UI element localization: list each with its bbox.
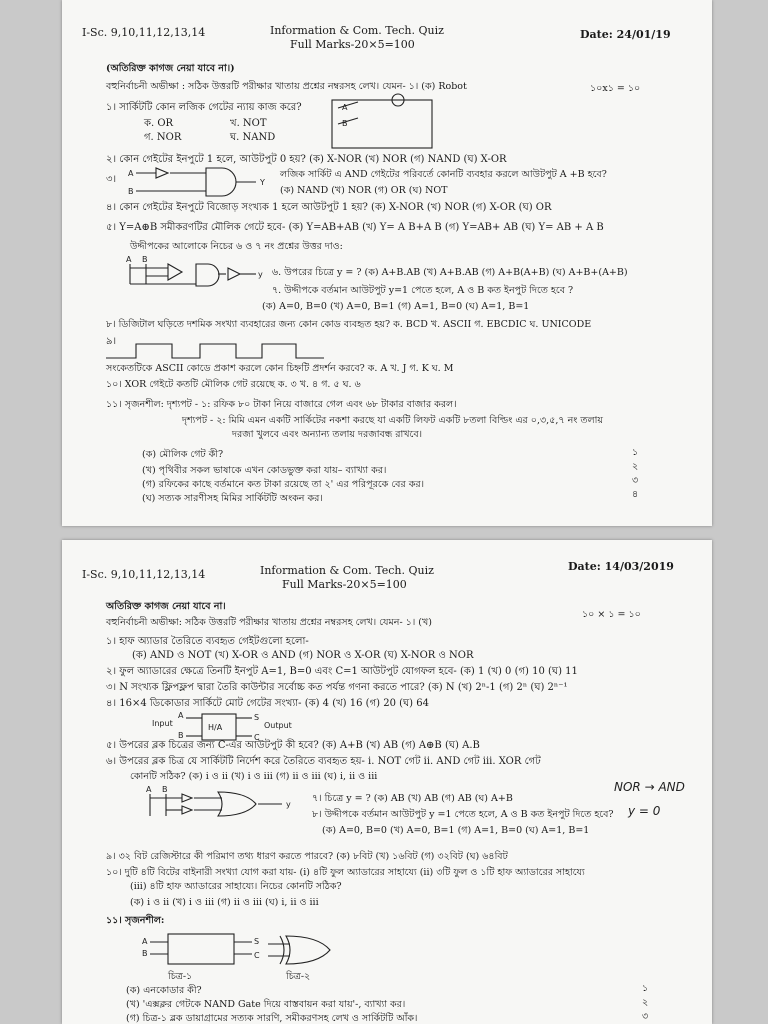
svg-text:A: A <box>178 711 184 720</box>
question-1: ১। সার্কিটটি কোন লজিক গেটের ন্যায় কাজ করে? <box>106 102 302 113</box>
svg-text:y: y <box>258 270 263 279</box>
question-9: সংকেতটিকে ASCII কোডে প্রকাশ করলে কোন চিহ্নটি প্রদর্শন করবে? ক. A খ. J গ. K ঘ. M <box>106 363 454 374</box>
sub-question-kha: (খ) পৃথিবীর সকল ভাষাকে এখন কোডভুক্ত করা যায়– ব্যাখ্যা কর। <box>142 465 387 476</box>
not-and-gate-diagram <box>126 166 306 200</box>
handwritten-note-y: y = 0 <box>628 804 661 818</box>
quiz-date: Date: 14/03/2019 <box>568 560 674 573</box>
question-9: ৯। ৩২ বিট রেজিস্টারে কী পরিমাণ তথ্য ধারণ করতে পারবে? (ক) ৮বিট (খ) ১৬বিট (গ) ৩২বিট (ঘ) ৬৪বিট <box>106 851 508 862</box>
question-7-options: (ক) A=0, B=0 (খ) A=0, B=1 (গ) A=1, B=0 (ঘ) A=1, B=1 <box>262 301 530 312</box>
question-2: ২। ফুল অ্যাডারের ক্ষেত্রে তিনটি ইনপুট A=1, B=0 এবং C=1 আউটপুট যোগফল হবে- (ক) 1 (খ) 0 (গ) 10 (ঘ) 11 <box>106 666 578 677</box>
mcq-instruction: বহুনির্বাচনী অভীক্ষা : সঠিক উত্তরটি পরীক্ষার খাতায় প্রশ্নের নম্বরসহ লেখ। যেমন- ১। (ক) Robot <box>106 81 467 92</box>
svg-text:C: C <box>254 733 260 742</box>
question-1: ১। হাফ অ্যাডার তৈরিতে ব্যবহৃত গেইটগুলো হলো- <box>106 636 309 647</box>
svg-text:B: B <box>142 949 148 958</box>
question-10: ১০। XOR গেইটে কতটি মৌলিক গেট রয়েছে ক. ৩ খ. ৪ গ. ৫ ঘ. ৬ <box>106 379 361 390</box>
mark-ga: ৩ <box>642 1011 649 1022</box>
question-10-cont: (iii) ৪টি হাফ অ্যাডারের সাহায্যে। নিচের কোনটি সঠিক? <box>130 881 342 892</box>
mcq-marks: ১০x১ = ১০ <box>590 83 641 94</box>
q1-option-a: ক. OR <box>144 118 174 129</box>
svg-text:S: S <box>254 713 260 722</box>
question-3-number: ৩। <box>106 174 117 185</box>
quiz-title: Information & Com. Tech. Quiz <box>270 24 444 37</box>
question-8: ৮। ডিজিটাল ঘড়িতে দশমিক সংখ্যা ব্যবহারের জন্য কোন কোড ব্যবহৃত হয়? ক. BCD খ. ASCII গ. EBCDIC ঘ. UNICODE <box>106 319 592 330</box>
ha-input-label: Input <box>152 719 173 728</box>
svg-text:C: C <box>254 951 260 960</box>
sub-question-kha: (খ) 'এক্সক্লর গেটকে NAND Gate দিয়ে বাস্তবায়ন করা যায়'-, ব্যাখ্যা কর। <box>126 999 406 1010</box>
svg-text:B: B <box>342 119 348 128</box>
svg-text:A: A <box>142 937 148 946</box>
full-marks: Full Marks-20×5=100 <box>282 578 407 591</box>
question-4: ৪। 16×4 ডিকোডার সার্কিটে মোট গেটের সংখ্যা- (ক) 4 (খ) 16 (গ) 20 (ঘ) 64 <box>106 698 429 709</box>
mark-ka: ১ <box>642 983 649 994</box>
question-5: ৫। Y=A⊕B সমীকরণটির মৌলিক গেটে হবে- (ক) Y=AB+AB (খ) Y= A B+A B (গ) Y=AB+ AB (ঘ) Y= AB + A B <box>106 222 604 233</box>
mark-ga: ৩ <box>632 475 639 486</box>
svg-text:A: A <box>146 785 152 794</box>
sub-question-ka: (ক) এনকোডার কী? <box>126 985 202 996</box>
ha-block-label: H/A <box>208 723 223 732</box>
question-11-scenario-2: দৃশ্যপট - ২: মিমি এমন একটি সার্কিটের নকশা করছে যা একটি লিফট একটি ৮তলা বিল্ডিং এর ০,৩,৫,৭ নং তলায় <box>182 415 603 426</box>
mcq-instruction: বহুনির্বাচনী অভীক্ষা: সঠিক উত্তরটি পরীক্ষার খাতায় প্রশ্নের নম্বরসহ লেখ। যেমন- ১। (খ) <box>106 617 432 628</box>
svg-text:y: y <box>286 800 291 809</box>
q1-option-b: খ. NOT <box>230 118 267 129</box>
question-11: ১১। সৃজনশীল: <box>106 915 165 926</box>
nor-gate-circuit-diagram <box>142 784 312 824</box>
question-8: ৮। উদ্দীপকে বর্তমান আউটপুট y =1 পেতে হলে, A ও B কত ইনপুট দিতে হবে? <box>312 809 614 820</box>
svg-text:S: S <box>254 937 260 946</box>
question-11: ১১। সৃজনশীল: দৃশ্যপট - ১: রফিক ৮০ টাকা নিয়ে বাজারে গেল এবং ৬৮ টাকার বাজার করল। <box>106 399 457 410</box>
question-4: ৪। কোন গেইটের ইনপুটে বিজোড় সংখ্যক 1 হলে আউটপুট 1 হয়? (ক) X-NOR (খ) NOR (গ) X-OR (ঘ) OR <box>106 202 552 213</box>
question-11-scenario-2-cont: দরজা খুলবে এবং অন্যান্য তলায় দরজাবন্ধ রাখবে। <box>232 429 423 440</box>
mark-ka: ১ <box>632 447 639 458</box>
sub-question-ga: (গ) চিত্র-১ ব্লক ডায়াগ্রামের সত্যক সারণি, সমীকরণসহ লেখ ও সার্কিটটি আঁক। <box>126 1013 418 1024</box>
class-line: I-Sc. 9,10,11,12,13,14 <box>82 568 206 581</box>
svg-text:A: A <box>126 255 132 264</box>
q1-option-c: গ. NOR <box>144 132 182 143</box>
question-8-options: (ক) A=0, B=0 (খ) A=0, B=1 (গ) A=1, B=0 (ঘ) A=1, B=1 <box>322 825 590 836</box>
question-6-options: কোনটি সঠিক? (ক) i ও ii (খ) i ও iii (গ) ii ও iii (ঘ) i, ii ও iii <box>130 771 378 782</box>
switch-circuit-diagram <box>328 96 438 152</box>
question-3-text: লজিক সার্কিট এ AND গেইটের পরিবর্তে কোনটি ব্যবহার করলে আউটপুট A +B হবে? <box>280 169 607 180</box>
question-7: ৭. উদ্দীপকে বর্তমান আউটপুট y=1 পেতে হলে, A ও B কত ইনপুট দিতে হবে ? <box>272 285 574 296</box>
svg-text:B: B <box>162 785 168 794</box>
question-6: ৬. উপরের চিত্রে y = ? (ক) A+B.AB (খ) A+B.AB (গ) A+B(A+B) (ঘ) A+B+(A+B) <box>272 267 628 278</box>
ha-output-label: Output <box>264 721 292 730</box>
question-7: ৭। চিত্রে y = ? (ক) AB (খ) AB (গ) AB (ঘ) A+B <box>312 793 513 804</box>
figure-2-label: চিত্র-২ <box>286 971 311 982</box>
question-3: ৩। N সংখ্যক ফ্লিপফ্লপ দ্বারা তৈরি কাউন্টার সর্বোচ্চ কত পর্যন্ত গণনা করতে পারে? (ক) N (খ) 2ⁿ-1 (গ) 2ⁿ (ঘ) 2ⁿ⁻¹ <box>106 682 568 693</box>
mark-gha: ৪ <box>632 489 639 500</box>
handwritten-note-nor-and: NOR → AND <box>614 780 685 794</box>
svg-text:A: A <box>342 103 348 112</box>
svg-text:B: B <box>128 187 134 196</box>
stem-6-7: উদ্দীপকের আলোকে নিচের ৬ ও ৭ নং প্রশ্নের উত্তর দাও: <box>130 241 343 252</box>
quiz-title: Information & Com. Tech. Quiz <box>260 564 434 577</box>
question-1-options: (ক) AND ও NOT (খ) X-OR ও AND (গ) NOR ও X-OR (ঘ) X-NOR ও NOR <box>132 650 474 661</box>
q1-option-d: ঘ. NAND <box>230 132 276 143</box>
class-line: I-Sc. 9,10,11,12,13,14 <box>82 26 206 39</box>
gate-combination-diagram <box>116 254 296 294</box>
question-10: ১০। দুটি ৪টি বিটের বাইনারী সংখ্যা যোগ করা যায়- (i) ৪টি ফুল অ্যাডারের সাহায্যে (ii) ৩টি ফুল ও ১টি হাফ অ্যাডারের সাহায্যে <box>106 867 585 878</box>
extra-paper-note: অতিরিক্ত কাগজ নেয়া যাবে না। <box>106 601 226 612</box>
question-6: ৬। উপরের ব্লক চিত্র যে সার্কিটটি নির্দেশ করে তৈরিতে ব্যবহৃত হয়- i. NOT গেট ii. AND গেট iii. XOR গেট <box>106 756 541 767</box>
question-9-number: ৯। <box>106 336 117 347</box>
sub-question-gha: (ঘ) সত্যক সারণীসহ মিমির সার্কিটটি অংকন কর। <box>142 493 323 504</box>
question-10-options: (ক) i ও ii (খ) i ও iii (গ) ii ও iii (ঘ) i, ii ও iii <box>130 897 319 908</box>
sub-question-ka: (ক) মৌলিক গেট কী? <box>142 449 224 460</box>
question-2: ২। কোন গেইটের ইনপুটে 1 হলে, আউটপুট 0 হয়? (ক) X-NOR (খ) NOR (গ) NAND (ঘ) X-OR <box>106 154 507 165</box>
pulse-signal-diagram <box>106 340 346 362</box>
question-3-options: (ক) NAND (খ) NOR (গ) OR (ঘ) NOT <box>280 185 448 196</box>
svg-text:A: A <box>128 169 134 178</box>
full-marks: Full Marks-20×5=100 <box>290 38 415 51</box>
extra-paper-note: (অতিরিক্ত কাগজ নেয়া যাবে না।) <box>106 63 235 74</box>
mark-kha: ২ <box>632 461 639 472</box>
mark-kha: ২ <box>642 997 649 1008</box>
quiz-sheet-2 <box>62 540 712 1024</box>
svg-text:B: B <box>178 731 184 740</box>
sub-question-ga: (গ) রফিকের কাছে বর্তমানে কত টাকা রয়েছে তা ২' এর পরিপূরকে বের কর। <box>142 479 424 490</box>
figure-1-label: চিত্র-১ <box>168 971 193 982</box>
quiz-date: Date: 24/01/19 <box>580 28 671 41</box>
svg-text:B: B <box>142 255 148 264</box>
quiz-sheet-1 <box>62 0 712 526</box>
question-5: ৫। উপরের ব্লক চিত্রের জন্য C-এর আউটপুট কী হবে? (ক) A+B (খ) AB (গ) A⊕B (ঘ) A.B <box>106 740 480 751</box>
mcq-marks: ১০ × ১ = ১০ <box>582 609 641 620</box>
svg-text:Y: Y <box>260 178 265 187</box>
